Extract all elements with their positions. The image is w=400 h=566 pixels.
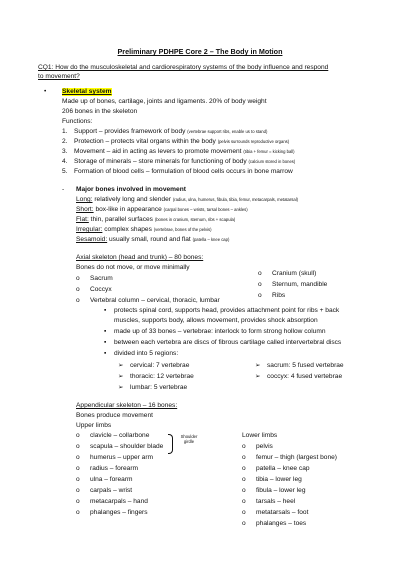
vertebral-point: ▪ between each vertebra are discs of fibrous cartilage called intervertebral discs (104, 339, 342, 346)
axial-item: o Ribs (258, 292, 286, 299)
function-item: 4. Storage of minerals – store minerals for functioning of body (calcium stored in bones) (62, 158, 296, 165)
bone-type: Long: relatively long and slender (radius, ulna, humerus, fibula, tibia, femur, metacarpals, metatarsal) (76, 196, 299, 203)
bone-type: Short: box-like in appearance (carpal bones – wrists, tarsal bones – ankles) (76, 206, 248, 213)
page-title: Preliminary PDHPE Core 2 – The Body in Motion (117, 47, 283, 56)
shoulder-girdle-brace (168, 434, 173, 454)
lower-limb-item: o patella – knee cap (242, 465, 310, 472)
lower-limb-item: o pelvis (242, 443, 273, 450)
upper-limbs-label: Upper limbs (76, 422, 112, 429)
upper-limb-item: o clavicle – collarbone (76, 432, 150, 439)
upper-limb-item: o humerus – upper arm (76, 454, 154, 461)
vertebral-point-cont: muscles, supports body, allows movement, provides shock absorption (114, 317, 318, 324)
axial-item: o Sacrum (76, 275, 113, 282)
function-item: 5. Formation of blood cells – formulation of blood cells occurs in bone marrow (62, 168, 293, 175)
upper-limb-item: o radius – forearm (76, 465, 139, 472)
lower-limb-item: o femur – thigh (largest bone) (242, 454, 337, 461)
function-item: 1. Support – provides framework of body (vertebrae support ribs, enable us to stand) (62, 128, 268, 135)
lower-limb-item: o tibia – lower leg (242, 476, 302, 483)
upper-limb-item: o phalanges – fingers (76, 509, 148, 516)
bone-type: Flat: thin, parallel surfaces (bones in cranium, sternum, ribs + scapula) (76, 216, 236, 223)
cq1-line1: CQ1: How do the musculoskeletal and cardiorespiratory systems of the body influence and respond (38, 64, 329, 71)
major-bones-dash: - (62, 186, 65, 193)
upper-limb-item: o scapula – shoulder blade (76, 443, 164, 450)
region-item: ➢ coccyx: 4 fused vertebrae (255, 373, 343, 380)
appendicular-desc: Bones produce movement (76, 412, 153, 419)
skeletal-bullet: • (44, 88, 47, 95)
region-item: ➢ sacrum: 5 fused vertebrae (255, 362, 344, 369)
upper-limb-item: o carpals – wrist (76, 487, 133, 494)
vertebral-point: ▪ protects spinal cord, supports head, provides attachment point for ribs + back (104, 307, 340, 314)
cq1-line2: to movement? (38, 73, 80, 80)
region-item: ➢ lumbar: 5 vertebrae (118, 384, 188, 391)
functions-label: Functions: (62, 118, 93, 125)
axial-desc: Bones do not move, or move minimally (76, 264, 190, 271)
bone-type: Irregular: complex shapes (vertebrae, bones of the pelvis) (76, 226, 212, 233)
axial-item: o Sternum, mandible (258, 281, 328, 288)
region-item: ➢ thoracic: 12 vertebrae (118, 373, 194, 380)
lower-limb-item: o metatarsals – foot (242, 509, 309, 516)
lower-limb-item: o tarsals – heel (242, 498, 296, 505)
lower-limb-item: o fibula – lower leg (242, 487, 306, 494)
major-bones-heading: Major bones involved in movement (76, 186, 186, 193)
bone-type: Sesamoid: usually small, round and flat (patella – knee cap) (76, 236, 230, 243)
function-item: 2. Protection – protects vital organs within the body (pelvis surrounds reproductive organs) (62, 138, 290, 145)
skeletal-line1: Made up of bones, cartilage, joints and ligaments. 20% of body weight (62, 98, 267, 105)
skeletal-line2: 206 bones in the skeleton (62, 108, 138, 115)
upper-limb-item: o ulna – forearm (76, 476, 133, 483)
vertebral-point: ▪ divided into 5 regions: (104, 350, 179, 357)
skeletal-heading: Skeletal system (62, 88, 112, 95)
axial-item: o Cranium (skull) (258, 270, 317, 277)
appendicular-heading: Appendicular skeleton – 16 bones: (76, 402, 178, 409)
vertebral-point: ▪ made up of 33 bones – vertebrae: interlock to form strong hollow column (104, 328, 326, 335)
upper-limb-item: o metacarpals – hand (76, 498, 148, 505)
region-item: ➢ cervical: 7 vertebrae (118, 362, 190, 369)
function-item: 3. Movement – aid in acting as levers to promote movement (tibia + femur = kicking ball) (62, 148, 295, 155)
axial-item: o Coccyx (76, 286, 112, 293)
lower-limb-item: o phalanges – toes (242, 520, 307, 527)
axial-heading: Axial skeleton (head and trunk) – 80 bones: (76, 254, 204, 261)
lower-limbs-label: Lower limbs (242, 432, 278, 439)
axial-item: o Vertebral column – cervical, thoracic, lumbar (76, 297, 220, 304)
shoulder-girdle-note: Shoulder girdle (180, 434, 198, 445)
